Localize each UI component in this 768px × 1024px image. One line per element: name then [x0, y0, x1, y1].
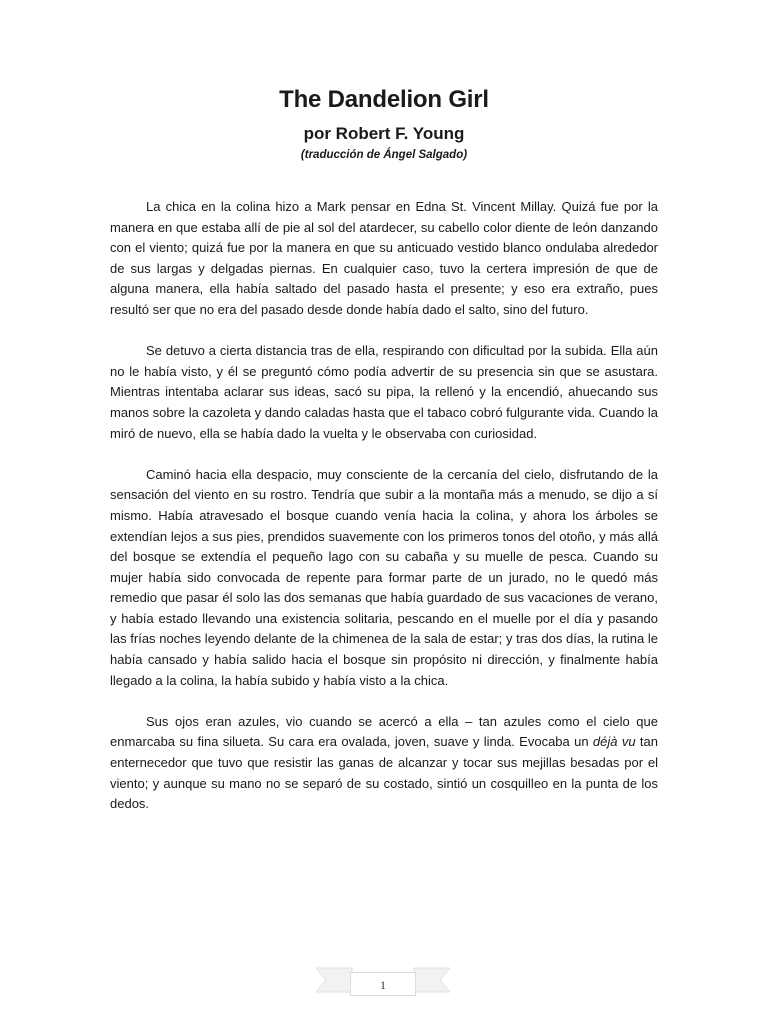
page-number: 1 [350, 972, 416, 996]
document-author: por Robert F. Young [303, 124, 465, 143]
paragraph-2: Se detuvo a cierta distancia tras de ella, respirando con dificultad por la subida. Ella aún no le había visto, y él se preguntó cómo podía advertir de su presencia sin que se asustara. Mientras intentaba aclarar sus ideas, sacó su pipa, la rellenó y la encendió, ahuecando sus manos sobre la cazoleta y dando caladas hasta que el tabaco cobró fulgurante vida. Cuando la miró de nuevo, ella se había dado la vuelta y le observaba con curiosidad. [110, 343, 658, 441]
paragraph-4: Sus ojos eran azules, vio cuando se acercó a ella – tan azules como el cielo que enmarcaba su fina silueta. Su cara era ovalada, joven, suave y linda. Evocaba un déjà vu tan enternecedor que tuvo que resistir las ganas de alcanzar y tocar sus mejillas besadas por el viento; y aunque su mano no se separó de su costado, sintió un cosquilleo en la punta de los dedos. [110, 713, 658, 812]
paragraph-1: La chica en la colina hizo a Mark pensar en Edna St. Vincent Millay. Quizá fue por la manera en que estaba allí de pie al sol del atardecer, su cabello color diente de león danzando con el viento; quizá fue por la manera en que su anticuado vestido blanco ondulaba alrededor de sus largas y delgadas piernas. En cualquier caso, tuvo la certera impresión de que de alguna manera, ella había saltado del pasado hasta el presente; y eso era extraño, pues resultó ser que no era del pasado desde donde había dado el salto, sino del futuro. [110, 199, 658, 317]
italic-phrase: déjà vu [592, 734, 636, 750]
document-translator: (traducción de Ángel Salgado) [300, 149, 468, 161]
document-title: The Dandelion Girl [279, 86, 489, 113]
paragraph-3: Caminó hacia ella despacio, muy consciente de la cercanía del cielo, disfrutando de la sensación del viento en su rostro. Tendría que subir a la montaña más a menudo, se dijo a sí mismo. Había atravesado el bosque cuando venía hacia la colina, y ahora los árboles se extendían lejos a sus pies, prendidos suavemente con los primeros tonos del otoño, y más allá del bosque se extendía el pequeño lago con su cabaña y su muelle de pesca. Cuando su mujer había sido convocada de repente para formar parte de un jurado, no le quedó más remedio que pasar él solo las dos semanas que había guardado de sus vacaciones de verano, y había estado llevando una existencia solitaria, pescando en el muelle por el día y pasando las frías noches leyendo delante de la chimenea de la sala de estar; y tras dos días, la rutina le había cansado y había salido hacia el bosque sin propósito ni dirección, y finalmente había llegado a la colina, la había subido y había visto a la chica. [110, 466, 658, 688]
page-footer [316, 962, 450, 1006]
document-body [110, 197, 658, 815]
